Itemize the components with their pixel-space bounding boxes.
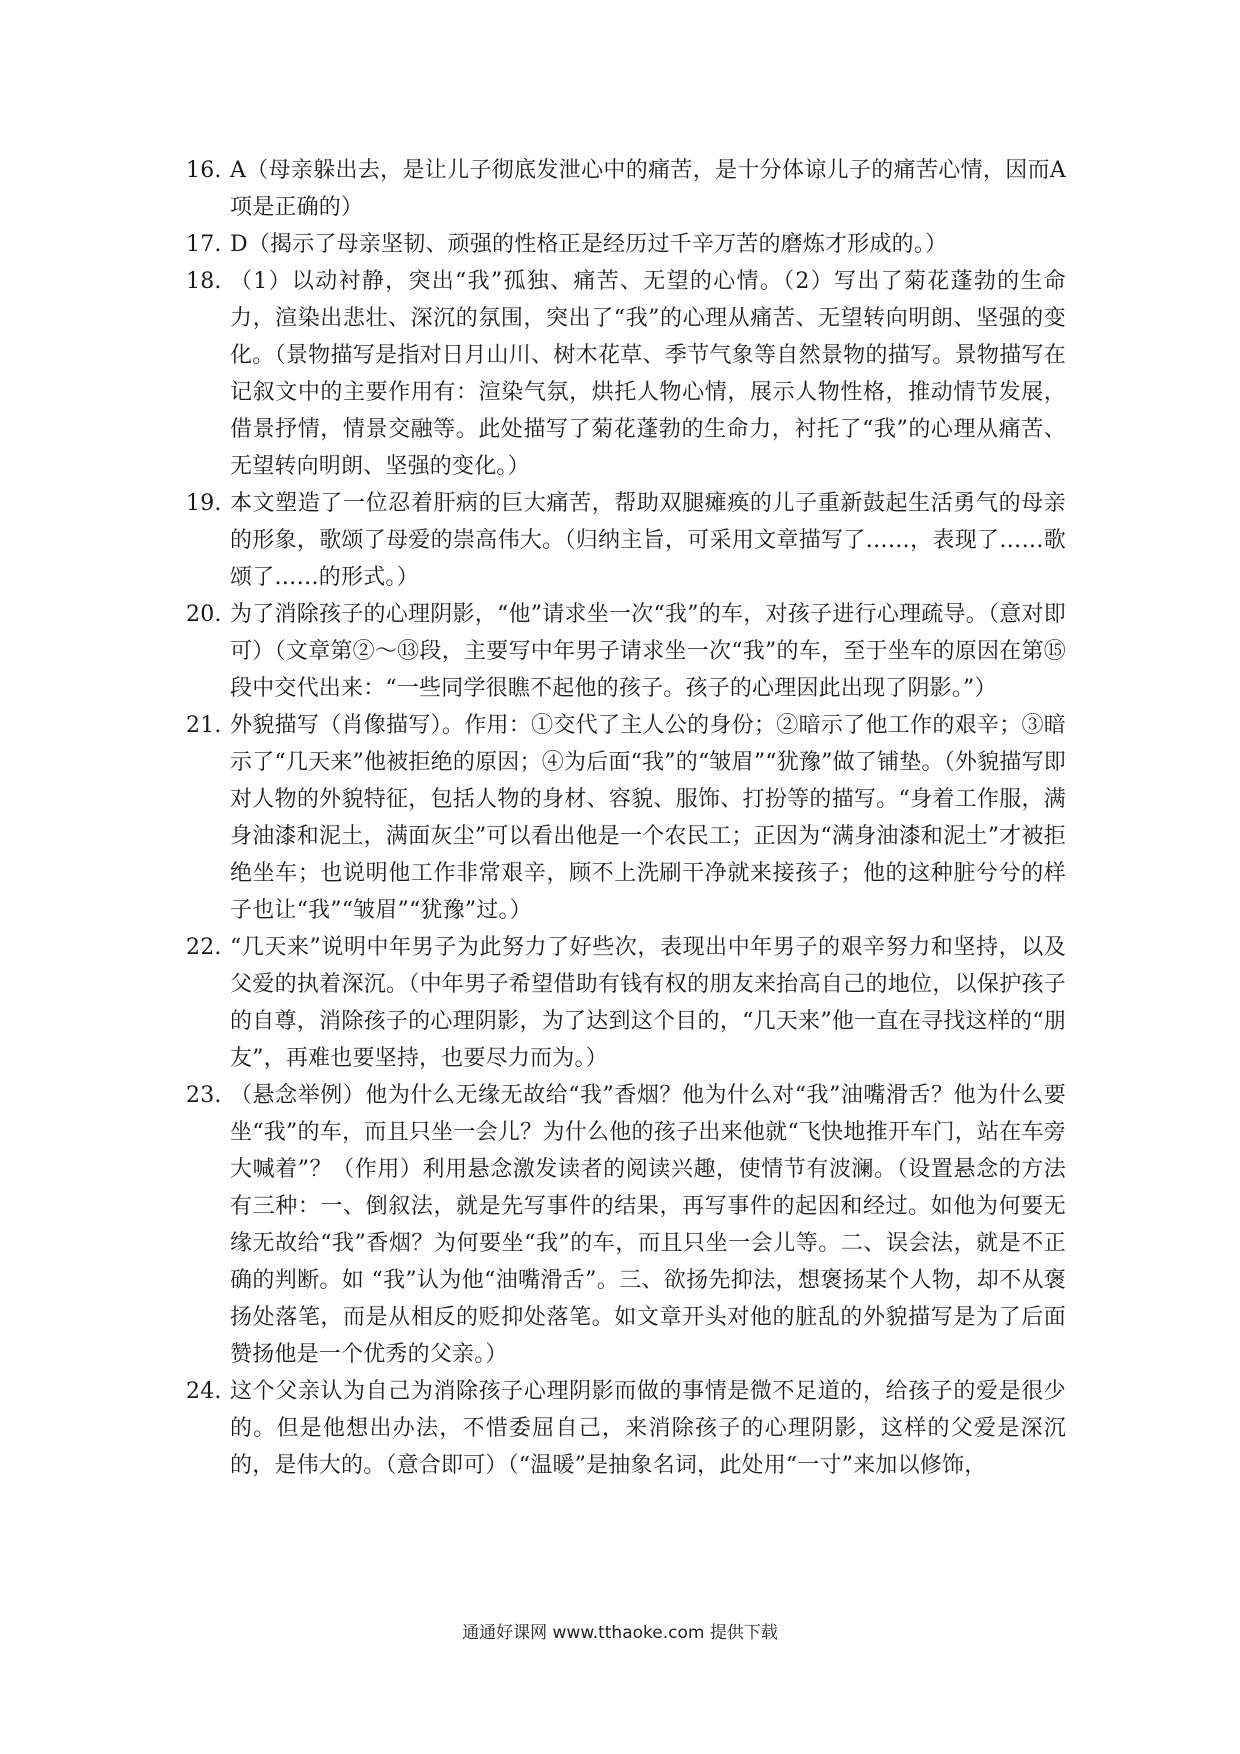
answer-list: [186, 152, 1066, 1484]
answer-item-18: [186, 263, 1066, 485]
answer-item-20: [186, 596, 1066, 707]
answer-number: 16.: [186, 158, 222, 183]
answer-text: 本文塑造了一位忍着肝病的巨大痛苦，帮助双腿瘫痪的儿子重新鼓起生活勇气的母亲的形象，歌颂了母爱的崇高伟大。（归纳主旨，可采用文章描写了……，表现了……歌颂了……的形式。）: [230, 491, 1066, 590]
answer-text: 这个父亲认为自己为消除孩子心理阴影而做的事情是微不足道的，给孩子的爱是很少的。但是他想出办法，不惜委屈自己，来消除孩子的心理阴影，这样的父爱是深沉的，是伟大的。（意合即可）（“温暖”是抽象名词，此处用“一寸”来加以修饰，: [230, 1379, 1066, 1478]
answer-item-24: [186, 1373, 1066, 1484]
answer-item-22: [186, 929, 1066, 1077]
page-footer: 通通好课网 www.tthaoke.com 提供下载: [462, 1623, 778, 1643]
answer-item-17: [186, 226, 1066, 263]
answer-number: 19.: [186, 491, 222, 516]
answer-text: D（揭示了母亲坚韧、顽强的性格正是经历过千辛万苦的磨炼才形成的。）: [230, 232, 948, 257]
answer-text: “几天来”说明中年男子为此努力了好些次，表现出中年男子的艰辛努力和坚持，以及父爱的执着深沉。（中年男子希望借助有钱有权的朋友来抬高自己的地位，以保护孩子的自尊，消除孩子的心理阴影，为了达到这个目的，“几天来”他一直在寻找这样的“朋友”，再难也要坚持，也要尽力而为。）: [230, 935, 1066, 1071]
answer-text: （1）以动衬静，突出“我”孤独、痛苦、无望的心情。（2）写出了菊花蓬勃的生命力，渲染出悲壮、深沉的氛围，突出了“我”的心理从痛苦、无望转向明朗、坚强的变化。（景物描写是指对日月山川、树木花草、季节气象等自然景物的描写。景物描写在记叙文中的主要作用有：渲染气氛，烘托人物心情，展示人物性格，推动情节发展，借景抒情，情景交融等。此处描写了菊花蓬勃的生命力，衬托了“我”的心理从痛苦、无望转向明朗、坚强的变化。）: [230, 269, 1066, 479]
answer-text: 外貌描写（肖像描写）。作用：①交代了主人公的身份；②暗示了他工作的艰辛；③暗示了“几天来”他被拒绝的原因；④为后面“我”的“皱眉”“犹豫”做了铺垫。（外貌描写即对人物的外貌特征，包括人物的身材、容貌、服饰、打扮等的描写。“身着工作服，满身油漆和泥土，满面灰尘”可以看出他是一个农民工；正因为“满身油漆和泥土”才被拒绝坐车；也说明他工作非常艰辛，顾不上洗刷干净就来接孩子；他的这种脏兮兮的样子也让“我”“皱眉”“犹豫”过。）: [230, 713, 1066, 923]
answer-text: A（母亲躲出去，是让儿子彻底发泄心中的痛苦，是十分体谅儿子的痛苦心情，因而A项是正确的）: [230, 158, 1066, 220]
answer-item-16: [186, 152, 1066, 226]
answer-number: 23.: [186, 1083, 222, 1108]
answer-number: 22.: [186, 935, 222, 960]
answer-number: 24.: [186, 1379, 222, 1404]
answer-text: （悬念举例）他为什么无缘无故给“我”香烟？他为什么对“我”油嘴滑舌？他为什么要坐“我”的车，而且只坐一会儿？为什么他的孩子出来他就“飞快地推开车门，站在车旁大喊着”？（作用）利用悬念激发读者的阅读兴趣，使情节有波澜。（设置悬念的方法有三种：一、倒叙法，就是先写事件的结果，再写事件的起因和经过。如他为何要无缘无故给“我”香烟？为何要坐“我”的车，而且只坐一会儿等。二、误会法，就是不正确的判断。如 “我”认为他“油嘴滑舌”。三、欲扬先抑法，想褒扬某个人物，却不从褒扬处落笔，而是从相反的贬抑处落笔。如文章开头对他的脏乱的外貌描写是为了后面赞扬他是一个优秀的父亲。）: [230, 1083, 1066, 1367]
answer-item-21: [186, 707, 1066, 929]
answer-number: 20.: [186, 602, 222, 627]
answer-item-23: [186, 1077, 1066, 1373]
answer-number: 18.: [186, 269, 222, 294]
answer-number: 17.: [186, 232, 222, 257]
answer-number: 21.: [186, 713, 222, 738]
answer-item-19: [186, 485, 1066, 596]
answer-text: 为了消除孩子的心理阴影，“他”请求坐一次“我”的车，对孩子进行心理疏导。（意对即可）（文章第②～⑬段，主要写中年男子请求坐一次“我”的车，至于坐车的原因在第⑮段中交代出来：“一些同学很瞧不起他的孩子。孩子的心理因此出现了阴影。”）: [230, 602, 1066, 701]
